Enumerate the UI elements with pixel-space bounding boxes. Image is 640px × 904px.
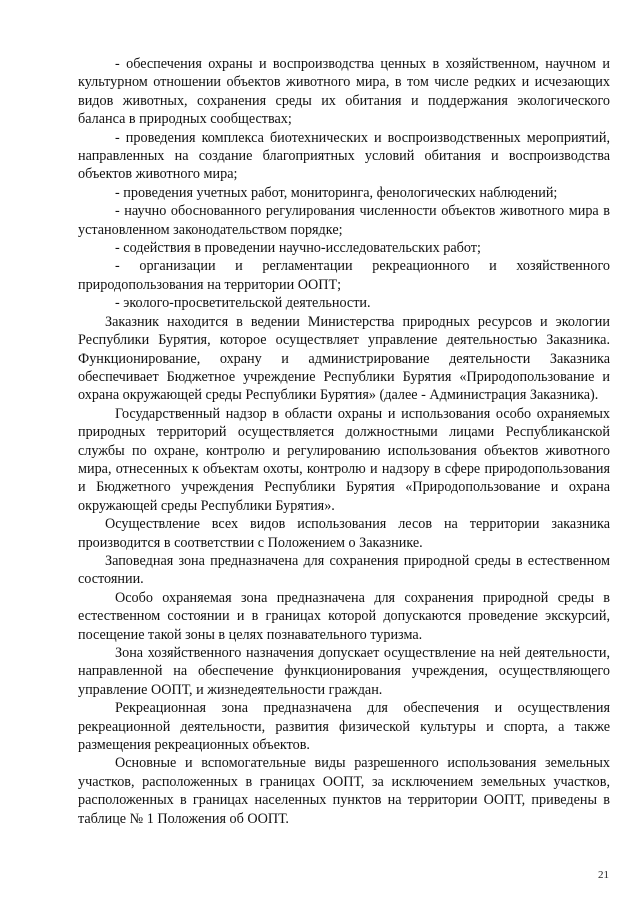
- paragraph: - проведения учетных работ, мониторинга, фенологических наблюдений;: [115, 184, 558, 201]
- paragraph: Заповедная зона предназначена для сохранения природной среды в естественном состоянии.: [78, 552, 610, 588]
- paragraph: - научно обоснованного регулирования численности объектов животного мира в установленном законодательством порядке;: [78, 203, 610, 238]
- paragraph: Заказник находится в ведении Министерства природных ресурсов и экологии Республики Бурятия, которое осуществляет управление деятельностью Заказника. Функционирование, охрану и администрирование деятельности Заказника обеспечивает Бюджетное учреждение Республики Бурятия «Природопользование и охрана окружающей среды Республики Бурятия» (далее - Администрация Заказника).: [78, 313, 610, 404]
- paragraph: Зона хозяйственного назначения допускает осуществление на ней деятельности, направленной на обеспечение функционирования учреждения, осуществляющего управление ООПТ, и жизнедеятельности граждан.: [78, 645, 610, 698]
- document-body: [78, 55, 610, 828]
- paragraph: - содействия в проведении научно-исследовательских работ;: [115, 240, 481, 257]
- paragraph: - организации и регламентации рекреационного и хозяйственного природопользования на территории ООПТ;: [78, 258, 610, 293]
- paragraph: - проведения комплекса биотехнических и воспроизводственных мероприятий, направленных на создание благоприятных условий обитания и воспроизводства объектов животного мира;: [78, 129, 610, 183]
- page-number: 21: [598, 869, 609, 881]
- paragraph: Осуществление всех видов использования лесов на территории заказника производится в соответствии с Положением о Заказнике.: [78, 516, 610, 551]
- paragraph: Особо охраняемая зона предназначена для сохранения природной среды в естественном состоянии и в границах которой допускаются проведение экскурсий, посещение такой зоны в целях познавательного туризма.: [78, 589, 610, 643]
- paragraph: Основные и вспомогательные виды разрешенного использования земельных участков, расположенных в границах ООПТ, за исключением земельных участков, расположенных в границах населенных пунктов на территории ООПТ, приведены в таблице № 1 Положения об ООПТ.: [78, 755, 610, 827]
- paragraph: Государственный надзор в области охраны и использования особо охраняемых природных территорий осуществляется должностными лицами Республиканской службы по охране, контролю и регулированию использования объектов животного мира, отнесенных к объектам охоты, контролю и надзору в сфере природопользования и Бюджетного учреждения Республики Бурятия «Природопользование и охрана окружающей среды Республики Бурятия».: [78, 405, 610, 514]
- paragraph: - обеспечения охраны и воспроизводства ценных в хозяйственном, научном и культурном отношении объектов животного мира, в том числе редких и исчезающих видов животных, сохранения среды их обитания и поддержания экологического баланса в природных сообществах;: [78, 56, 610, 128]
- paragraph: - эколого-просветительской деятельности.: [115, 295, 371, 312]
- paragraph: Рекреационная зона предназначена для обеспечения и осуществления рекреационной деятельности, развития физической культуры и спорта, а также размещения рекреационных объектов.: [78, 700, 610, 754]
